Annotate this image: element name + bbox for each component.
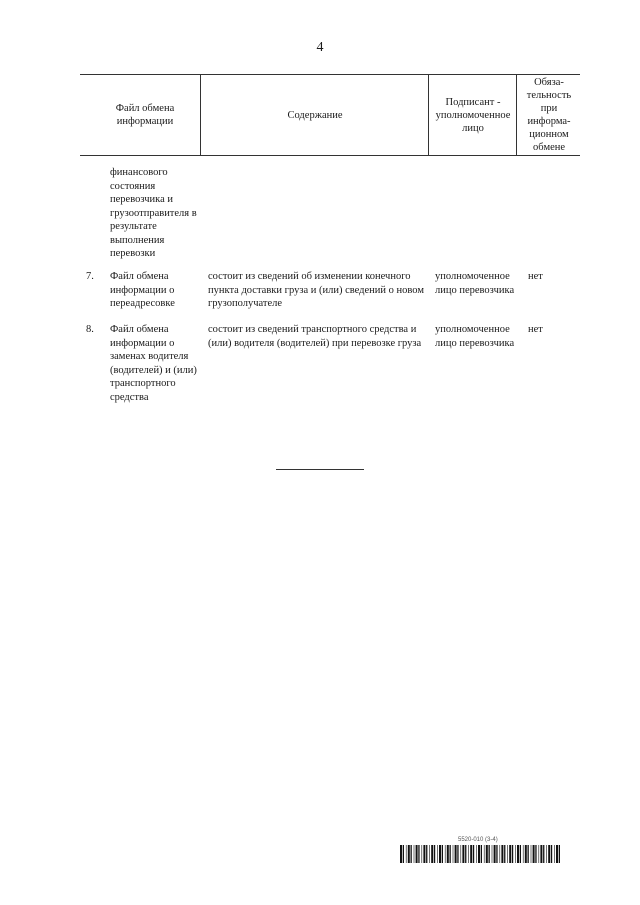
row-file: Файл обмена информации о переадресовке — [110, 271, 175, 309]
row-number: 8. — [86, 324, 94, 335]
header-required: Обяза-тельность при информа-ционном обмене — [526, 77, 572, 153]
header-content: Содержание — [287, 109, 343, 121]
barcode-icon — [400, 845, 560, 863]
continuation-text: финансового состояния перевозчика и грузоотправителя в результате выполнения перевозки — [110, 167, 197, 259]
row-signer: уполномоченное лицо перевозчика — [435, 271, 515, 296]
row-required: нет — [528, 324, 543, 335]
column-divider — [428, 75, 429, 155]
row-signer: уполномоченное лицо перевозчика — [435, 324, 515, 349]
document-table — [80, 74, 580, 403]
row-content: состоит из сведений транспортного средства и (или) водителя (водителей) при перевозке груза — [208, 324, 422, 349]
row-required: нет — [528, 271, 543, 282]
header-file: Файл обмена информации — [115, 103, 175, 127]
barcode-label: 5520-010 (3-4) — [458, 837, 498, 843]
table-header — [80, 74, 580, 156]
row-file: Файл обмена информации о заменах водителя (водителей) и (или) транспортного средства — [110, 324, 197, 403]
header-signer: Подписант - уполномоченное лицо — [435, 96, 511, 134]
column-divider — [516, 75, 517, 155]
row-number: 7. — [86, 271, 94, 282]
end-rule — [276, 469, 364, 470]
page-number: 4 — [316, 40, 324, 55]
column-divider — [200, 75, 201, 155]
row-content: состоит из сведений об изменении конечного пункта доставки груза и (или) сведений о новом грузополучателе — [208, 271, 424, 309]
